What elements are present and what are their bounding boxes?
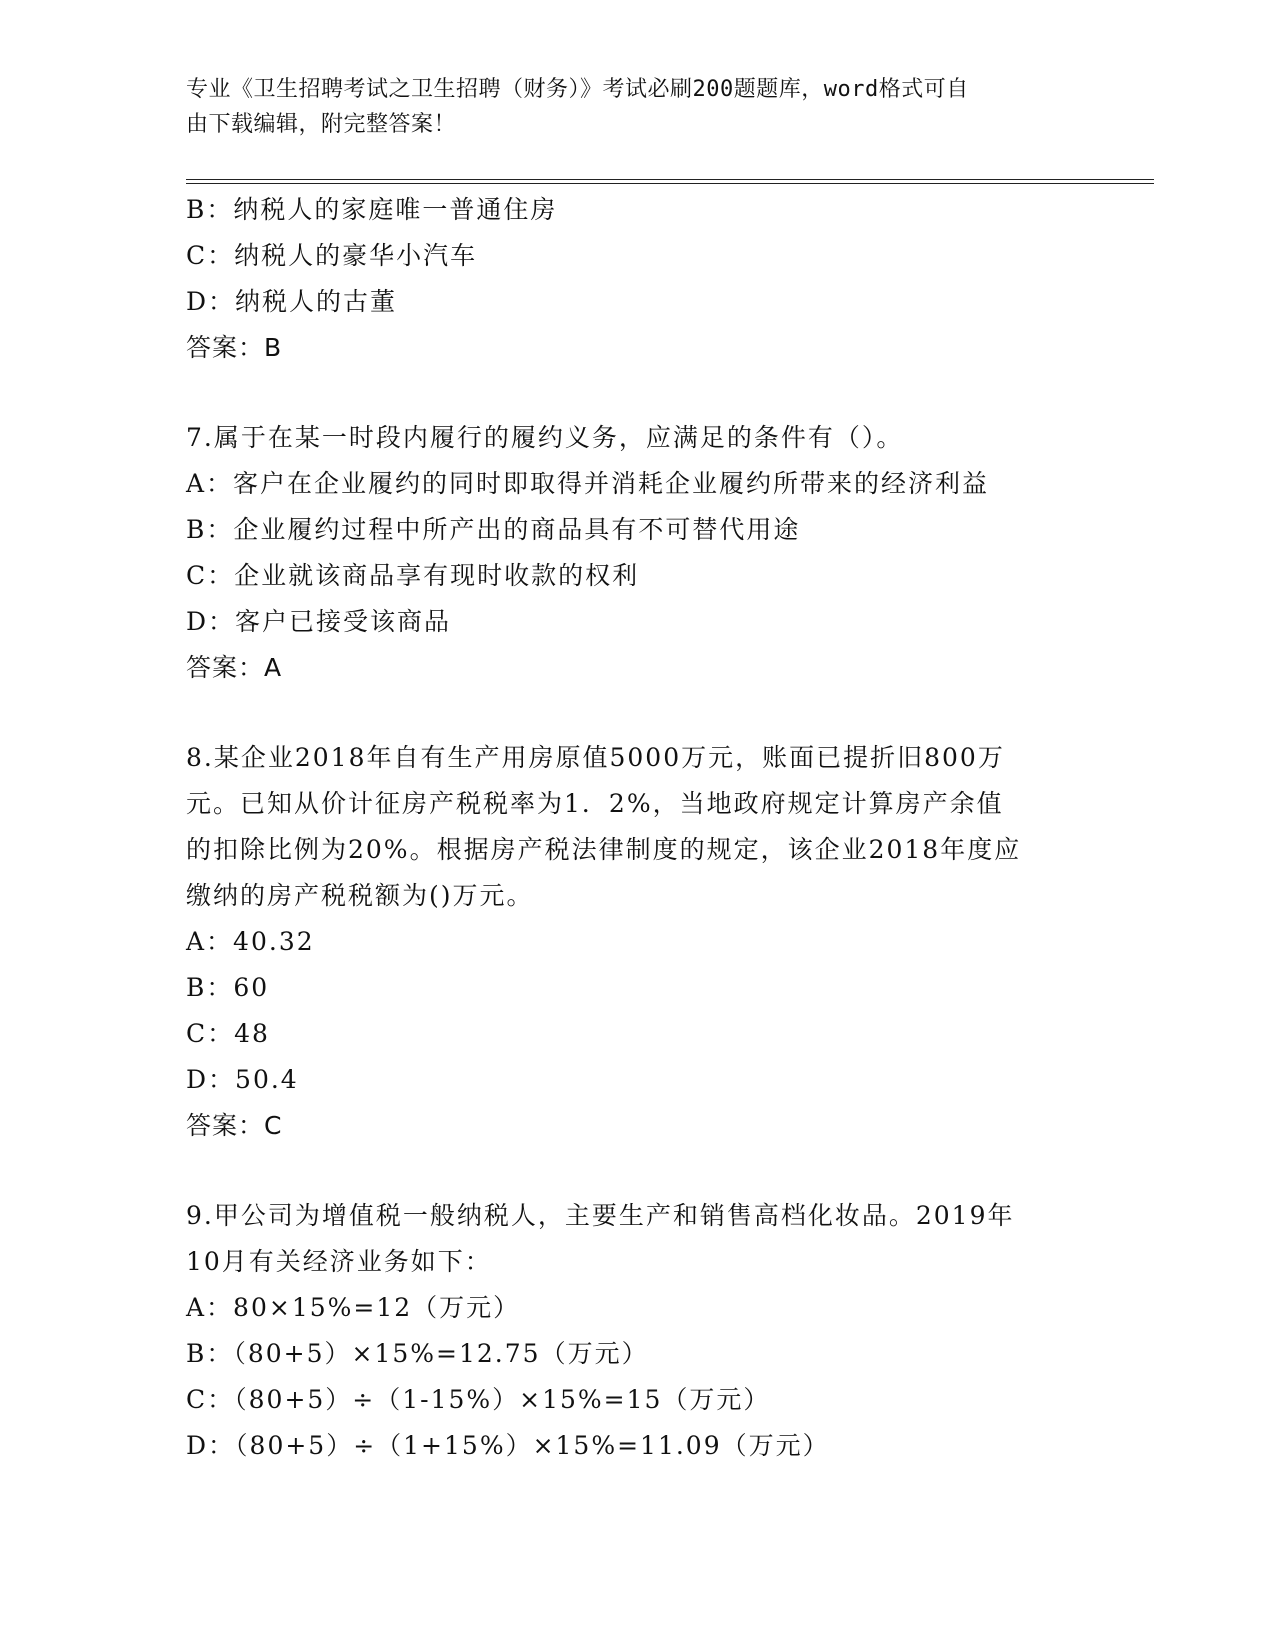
spacer [186,371,1086,415]
q8-question-line-2: 元。已知从价计征房产税税率为1．2%，当地政府规定计算房产余值 [186,789,1004,818]
q8-question-line-1: 8.某企业2018年自有生产用房原值5000万元，账面已提折旧800万 [186,743,1005,772]
q9-option-c: C：（80+5）÷（1-15%）×15%=15（万元） [186,1385,771,1414]
header-divider-bottom [186,183,1154,184]
q9-option-b: B：（80+5）×15%=12.75（万元） [186,1339,649,1368]
q7-answer: 答案：A [186,653,283,682]
document-header [186,72,1066,142]
q8-option-b: B：60 [186,973,270,1002]
q8-answer: 答案：C [186,1111,283,1140]
q9-question-line-2: 10月有关经济业务如下： [186,1247,492,1276]
q9-option-d: D：（80+5）÷（1+15%）×15%=11.09（万元） [186,1431,830,1460]
question-7 [186,415,1086,691]
question-6 [186,187,1086,371]
question-9 [186,1193,1086,1469]
q6-answer: 答案：B [186,333,283,362]
q8-question-line-4: 缴纳的房产税税额为()万元。 [186,881,534,910]
q9-question-line-1: 9.甲公司为增值税一般纳税人，主要生产和销售高档化妆品。2019年 [186,1201,1015,1230]
header-divider-top [186,179,1154,180]
q8-option-a: A：40.32 [186,927,315,956]
q8-question-line-3: 的扣除比例为20%。根据房产税法律制度的规定，该企业2018年度应 [186,835,1022,864]
q6-option-d: D：纳税人的古董 [186,287,398,316]
q7-option-b: B：企业履约过程中所产出的商品具有不可替代用途 [186,515,801,544]
question-list [186,187,1086,1469]
q6-option-c: C：纳税人的豪华小汽车 [186,241,478,270]
header-line-1: 专业《卫生招聘考试之卫生招聘（财务）》考试必刷200题题库，word格式可自 [186,77,969,102]
question-8 [186,735,1086,1149]
header-line-2: 由下载编辑，附完整答案！ [186,112,457,137]
spacer [186,691,1086,735]
q8-option-d: D：50.4 [186,1065,299,1094]
q7-option-d: D：客户已接受该商品 [186,607,452,636]
q6-option-b: B：纳税人的家庭唯一普通住房 [186,195,558,224]
q7-option-a: A：客户在企业履约的同时即取得并消耗企业履约所带来的经济利益 [186,469,990,498]
q7-question: 7.属于在某一时段内履行的履约义务，应满足的条件有（）。 [186,423,904,452]
q9-option-a: A：80×15%=12（万元） [186,1293,521,1322]
spacer [186,1149,1086,1193]
q7-option-c: C：企业就该商品享有现时收款的权利 [186,561,640,590]
q8-option-c: C：48 [186,1019,270,1048]
